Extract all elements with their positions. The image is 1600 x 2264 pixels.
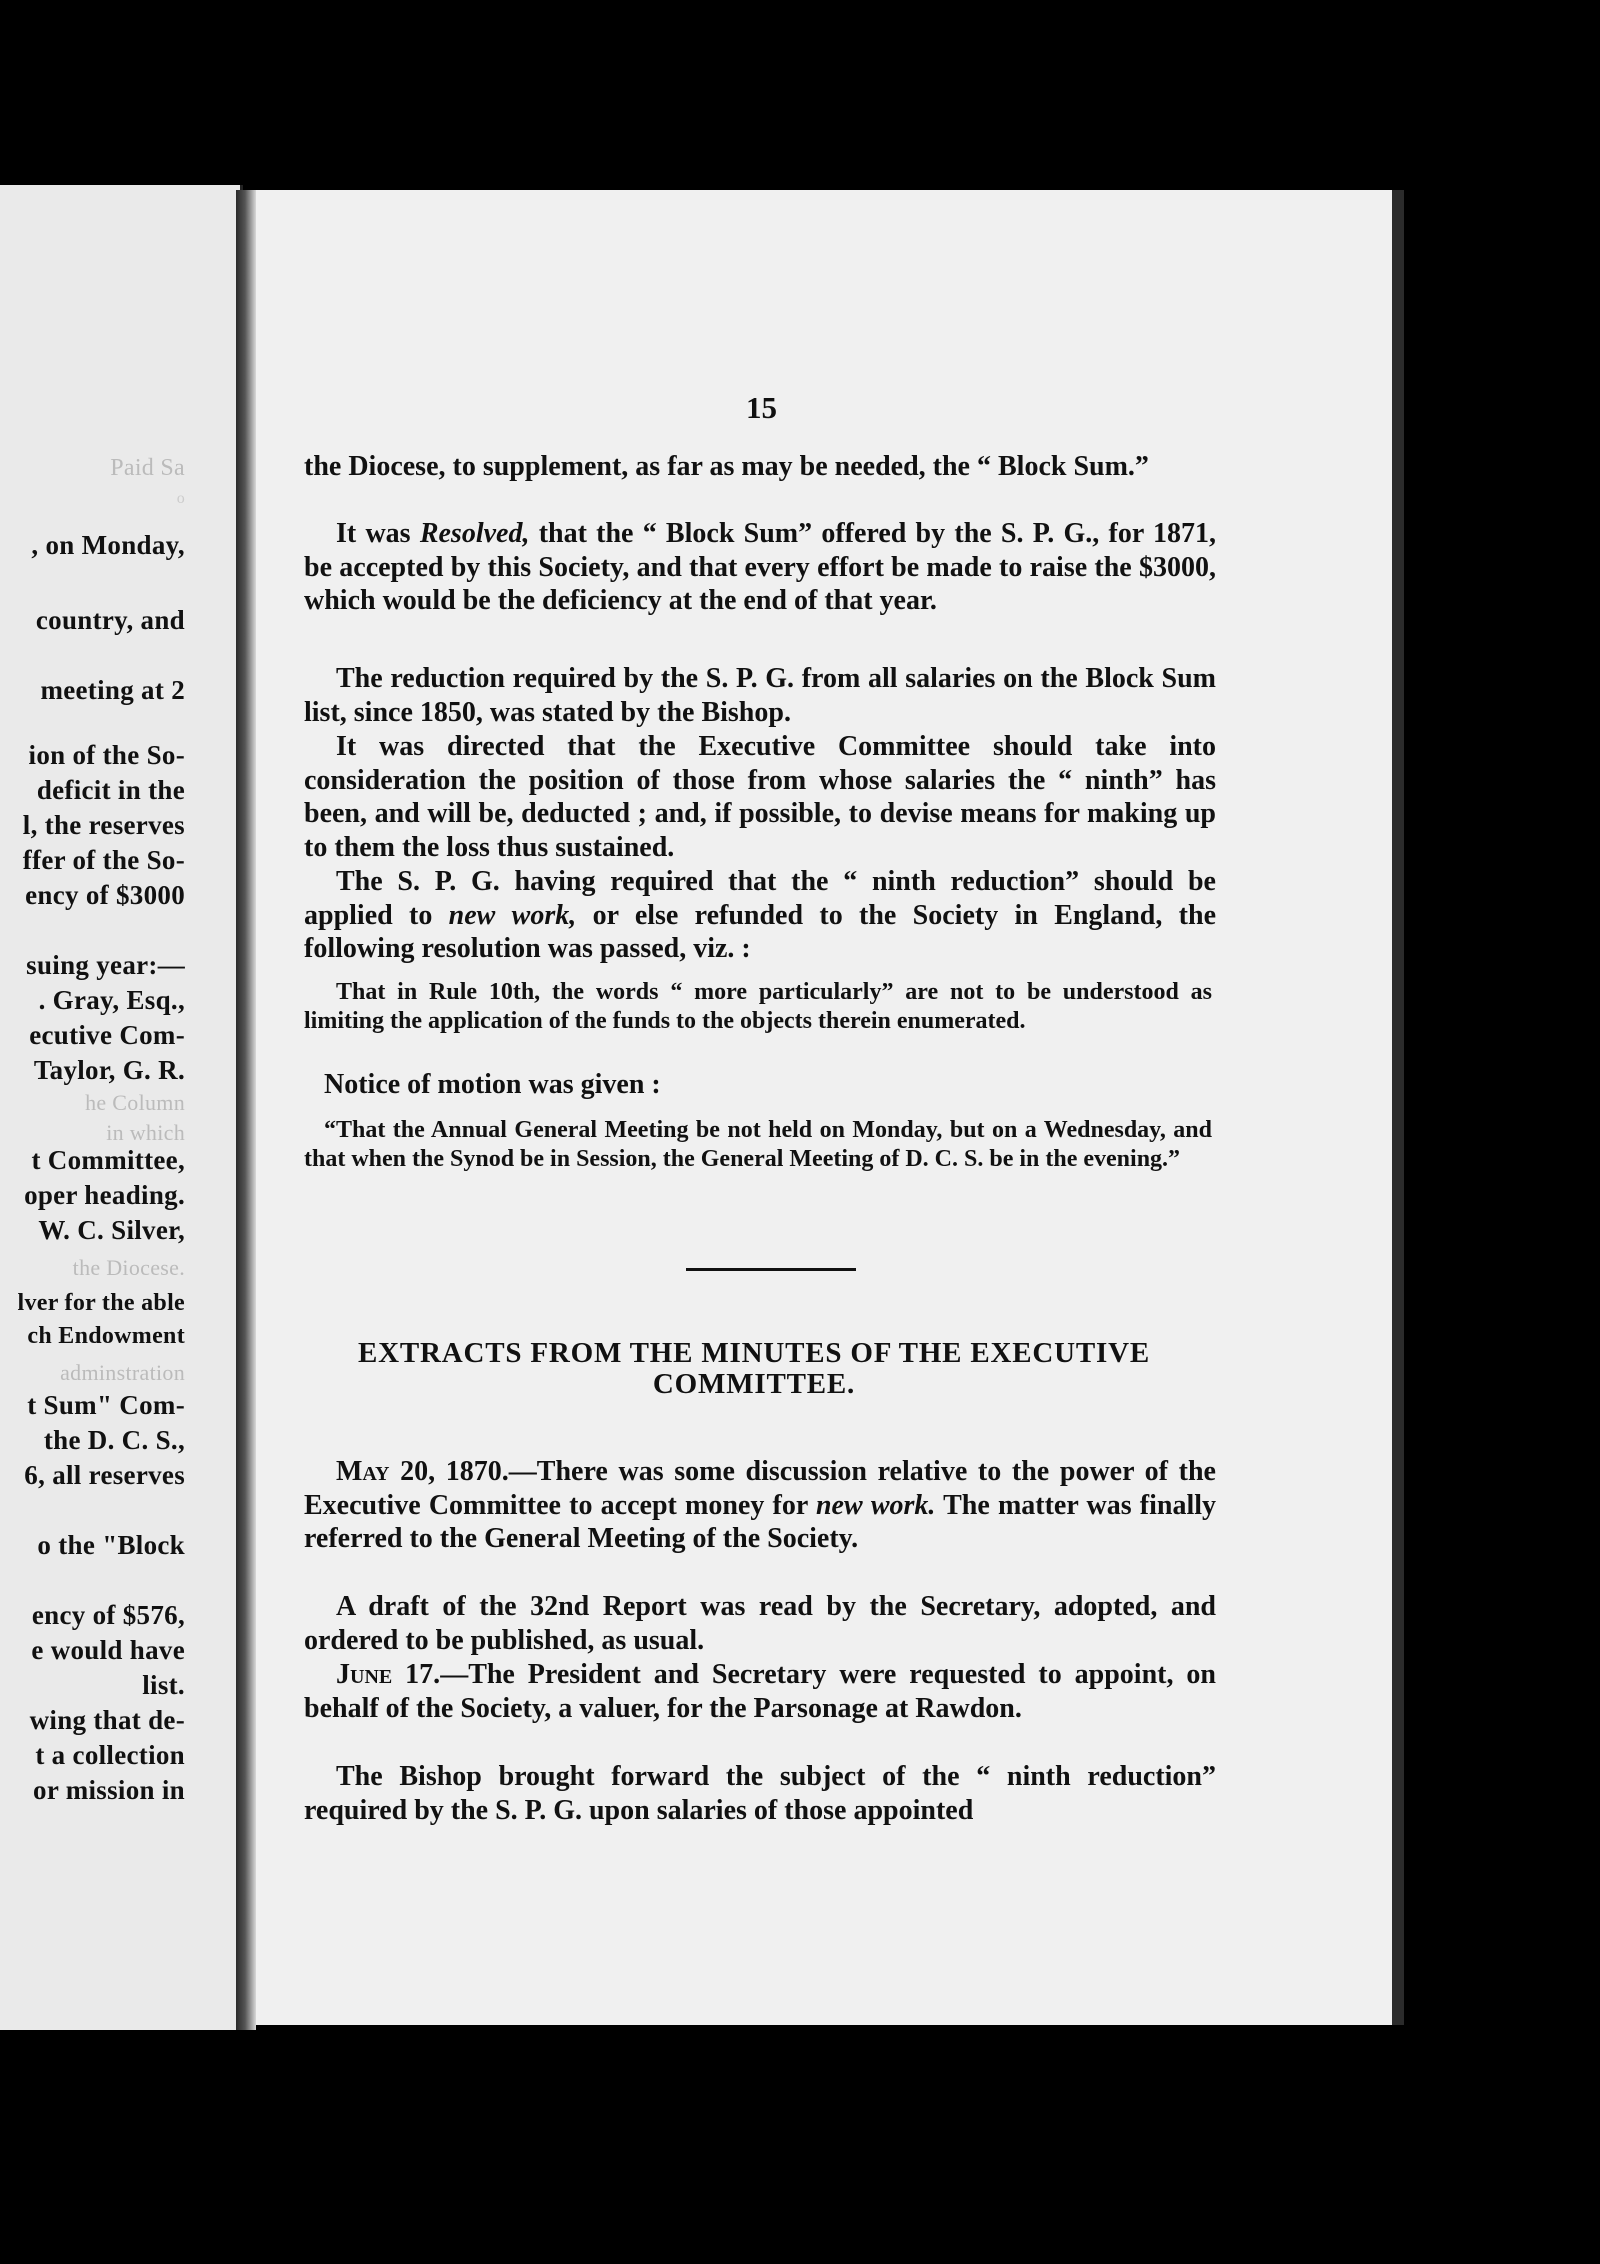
paragraph-lead: The S. P. G. having required that the “ ninth reduction” should be applied to [304, 866, 1216, 931]
minute-ninth-reduction: The Bishop brought forward the subject of the “ ninth reduction” required by the S. P. G. upon salaries of those appointed [304, 1761, 1216, 1826]
left-page-line: , on Monday, [31, 530, 185, 560]
minute-may-20 [304, 1455, 1216, 1556]
left-page-line: l, the reserves [22, 810, 185, 840]
minute-32nd-report: A draft of the 32nd Report was read by the Secretary, adopted, and ordered to be published, as usual. [304, 1591, 1216, 1656]
section-heading-line: COMMITTEE. [652, 1368, 856, 1400]
paragraph-emphasis: new work, [448, 899, 577, 931]
section-heading-line: EXTRACTS FROM THE MINUTES OF THE EXECUTIVE [357, 1337, 1151, 1369]
paragraph-notice-of-motion: Notice of motion was given : [324, 1069, 661, 1100]
minute-date: May 20, 1870. [336, 1456, 509, 1487]
minute-text: —There was some discussion relative to the power of the Executive Committee to accept money for [304, 1456, 1216, 1521]
paragraph-executive-directed: It was directed that the Executive Committee should take into consideration the position of those from whose salaries the “ ninth” has been, and will be, deducted ; and, if possible, to devise means for making up to them the loss thus sustained. [304, 731, 1216, 863]
left-page-line: or mission in [33, 1775, 185, 1805]
left-page-line: o [176, 490, 185, 507]
minute-emphasis: new work. [815, 1489, 936, 1521]
left-page-line: t Committee, [31, 1145, 185, 1175]
paragraph-diocese-supplement: the Diocese, to supplement, as far as may be needed, the “ Block Sum.” [304, 451, 1149, 482]
left-page-line: meeting at 2 [40, 675, 185, 705]
left-page-line: wing that de- [29, 1705, 185, 1735]
left-page-line: t a collection [35, 1740, 185, 1770]
paragraph-text: that the “ Block Sum” offered by the S. P. G., for 1871, be accepted by this Society, and that every effort be made to raise the $3000, which would be the deficiency at the end of that year. [304, 518, 1216, 616]
paragraph-resolved-block-sum [304, 517, 1216, 618]
left-facing-page [0, 185, 243, 2030]
left-page-line: ency of $3000 [25, 880, 185, 910]
page-number: 15 [746, 390, 777, 425]
left-page-line: Taylor, G. R. [33, 1055, 185, 1085]
minute-june-17 [304, 1658, 1216, 1725]
left-page-line: oper heading. [24, 1180, 185, 1210]
left-page-line: ion of the So- [28, 740, 185, 770]
left-page-line: o the "Block [37, 1530, 185, 1560]
left-page-line: t Sum" Com- [27, 1390, 185, 1420]
left-page-line: Paid Sa [110, 455, 185, 481]
left-page-line: ffer of the So- [22, 845, 185, 875]
left-page-line: e would have [31, 1635, 185, 1665]
left-page-line: list. [142, 1670, 185, 1700]
left-page-line: he Column [85, 1090, 185, 1115]
section-divider [686, 1268, 856, 1271]
book-gutter [236, 190, 256, 2030]
minute-text: —The President and Secretary were requested to appoint, on behalf of the Society, a valuer, for the Parsonage at Rawdon. [304, 1659, 1217, 1724]
left-page-line: in which [106, 1120, 185, 1145]
left-page-line: suing year:— [26, 950, 185, 980]
left-page-line: the Diocese. [72, 1255, 185, 1280]
paragraph-text: or else refunded to the Society in England, the following resolution was passed, viz. : [304, 899, 1217, 964]
left-page-line: ch Endowment [27, 1323, 185, 1349]
paragraph-ninth-reduction [304, 865, 1216, 966]
resolution-rule-10: That in Rule 10th, the words “ more particularly” are not to be understood as limiting the application of the funds to the objects therein enumerated. [304, 979, 1212, 1034]
motion-quote: “That the Annual General Meeting be not held on Monday, but on a Wednesday, and that when the Synod be in Session, the General Meeting of D. C. S. be in the evening.” [304, 1117, 1212, 1172]
left-page-line: ency of $576, [31, 1600, 185, 1630]
right-page [256, 190, 1404, 2025]
left-page-line: deficit in the [36, 775, 185, 805]
section-heading [284, 1338, 1224, 1400]
left-page-line: 6, all reserves [24, 1460, 185, 1490]
minute-text: The matter was finally referred to the General Meeting of the Society. [304, 1489, 1217, 1554]
left-page-line: W. C. Silver, [38, 1215, 185, 1245]
left-page-line: . Gray, Esq., [38, 985, 185, 1015]
left-page-line: ecutive Com- [29, 1020, 185, 1050]
left-page-line: country, and [35, 605, 185, 635]
left-page-line: lver for the able [17, 1290, 185, 1316]
paragraph-reduction-stated: The reduction required by the S. P. G. from all salaries on the Block Sum list, since 1850, was stated by the Bishop. [304, 663, 1216, 728]
paragraph-lead: It was [336, 518, 420, 549]
left-page-line: the D. C. S., [43, 1425, 185, 1455]
paragraph-emphasis: Resolved, [419, 518, 530, 549]
minute-date: June 17. [336, 1659, 441, 1690]
left-page-line: adminstration [60, 1360, 185, 1385]
